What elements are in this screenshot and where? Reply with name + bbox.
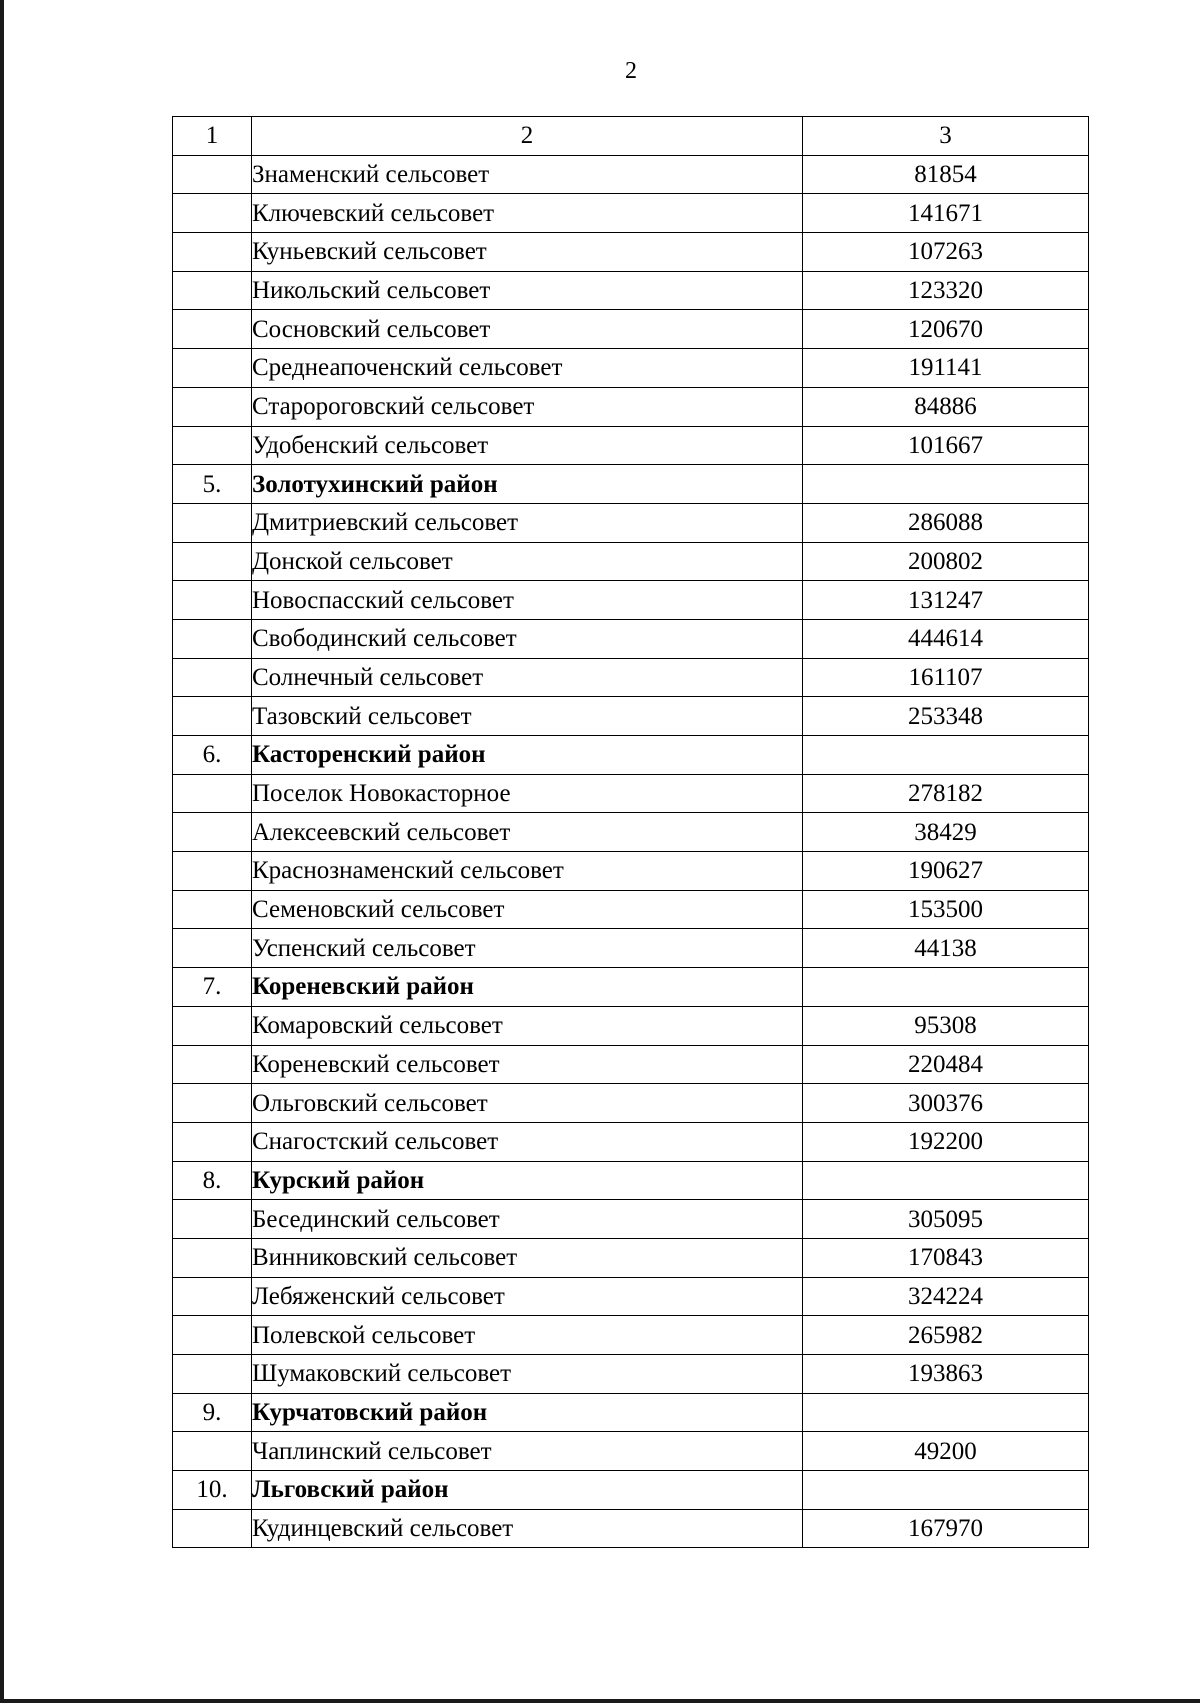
table-row [173,387,1089,426]
municipality-name: Куньевский сельсовет [252,233,803,272]
district-name: Касторенский район [252,736,803,775]
allocation-value: 84886 [803,387,1089,426]
row-number [173,1045,252,1084]
district-row [173,968,1089,1007]
allocation-value: 253348 [803,697,1089,736]
allocation-value: 49200 [803,1432,1089,1471]
row-number: 6. [173,736,252,775]
allocation-value: 192200 [803,1122,1089,1161]
municipality-name: Кореневский сельсовет [252,1045,803,1084]
allocation-value: 161107 [803,658,1089,697]
allocation-value: 305095 [803,1200,1089,1239]
row-number [173,194,252,233]
municipality-name: Краснознаменский сельсовет [252,852,803,891]
municipality-name: Никольский сельсовет [252,271,803,310]
municipality-name: Ключевский сельсовет [252,194,803,233]
table-row [173,1238,1089,1277]
row-number [173,1238,252,1277]
row-number [173,890,252,929]
table-body [173,117,1089,1548]
table-row [173,1432,1089,1471]
table-row [173,155,1089,194]
table-row [173,1509,1089,1548]
row-number [173,233,252,272]
row-number [173,658,252,697]
municipality-name: Дмитриевский сельсовет [252,503,803,542]
row-number [173,503,252,542]
municipality-name: Удобенский сельсовет [252,426,803,465]
row-number: 9. [173,1393,252,1432]
allocation-value: 95308 [803,1006,1089,1045]
table-row [173,1355,1089,1394]
table-row [173,542,1089,581]
row-number: 8. [173,1161,252,1200]
district-row [173,1161,1089,1200]
allocation-table [172,116,1089,1548]
table-row [173,271,1089,310]
allocation-value: 170843 [803,1238,1089,1277]
row-number [173,1200,252,1239]
district-name: Льговский район [252,1471,803,1510]
municipality-name: Бесединский сельсовет [252,1200,803,1239]
municipality-name: Успенский сельсовет [252,929,803,968]
table-row [173,1316,1089,1355]
municipality-name: Донской сельсовет [252,542,803,581]
district-name: Золотухинский район [252,465,803,504]
table-row [173,426,1089,465]
allocation-value [803,1393,1089,1432]
municipality-name: Солнечный сельсовет [252,658,803,697]
allocation-value: 191141 [803,349,1089,388]
row-number [173,1432,252,1471]
row-number [173,1122,252,1161]
municipality-name: Семеновский сельсовет [252,890,803,929]
table-row [173,310,1089,349]
row-number [173,271,252,310]
allocation-value: 190627 [803,852,1089,891]
table-row [173,1122,1089,1161]
district-name: Кореневский район [252,968,803,1007]
row-number [173,1084,252,1123]
row-number [173,349,252,388]
municipality-name: Поселок Новокасторное [252,774,803,813]
table-row [173,929,1089,968]
row-number [173,426,252,465]
allocation-value: 193863 [803,1355,1089,1394]
row-number [173,852,252,891]
allocation-value: 81854 [803,155,1089,194]
municipality-name: Новоспасский сельсовет [252,581,803,620]
municipality-name: Сосновский сельсовет [252,310,803,349]
allocation-value: 265982 [803,1316,1089,1355]
table-row [173,349,1089,388]
allocation-value: 153500 [803,890,1089,929]
row-number [173,929,252,968]
table-row [173,1045,1089,1084]
row-number: 7. [173,968,252,1007]
district-row [173,1471,1089,1510]
row-number [173,1277,252,1316]
table-row [173,581,1089,620]
row-number [173,581,252,620]
row-number [173,542,252,581]
allocation-value: 107263 [803,233,1089,272]
table-row [173,697,1089,736]
scan-edge-bottom [0,1699,1200,1703]
page-number: 2 [625,58,637,84]
allocation-value [803,1161,1089,1200]
allocation-value: 324224 [803,1277,1089,1316]
row-number [173,1316,252,1355]
table-row [173,1200,1089,1239]
allocation-value [803,736,1089,775]
table-row [173,890,1089,929]
table-row [173,852,1089,891]
header-col-3: 3 [803,117,1089,156]
allocation-value: 141671 [803,194,1089,233]
municipality-name: Свободинский сельсовет [252,619,803,658]
table-row [173,194,1089,233]
municipality-name: Алексеевский сельсовет [252,813,803,852]
header-col-2: 2 [252,117,803,156]
allocation-value: 300376 [803,1084,1089,1123]
table-row [173,233,1089,272]
district-row [173,1393,1089,1432]
allocation-value: 38429 [803,813,1089,852]
table-row [173,813,1089,852]
municipality-name: Тазовский сельсовет [252,697,803,736]
row-number [173,697,252,736]
allocation-value: 120670 [803,310,1089,349]
table-row [173,1084,1089,1123]
table-row [173,658,1089,697]
district-row [173,736,1089,775]
row-number: 5. [173,465,252,504]
allocation-value: 167970 [803,1509,1089,1548]
district-row [173,465,1089,504]
allocation-value: 44138 [803,929,1089,968]
allocation-value: 123320 [803,271,1089,310]
row-number [173,1006,252,1045]
municipality-name: Кудинцевский сельсовет [252,1509,803,1548]
allocation-value [803,968,1089,1007]
allocation-value: 131247 [803,581,1089,620]
row-number [173,310,252,349]
allocation-value: 444614 [803,619,1089,658]
municipality-name: Полевской сельсовет [252,1316,803,1355]
row-number [173,813,252,852]
allocation-value: 200802 [803,542,1089,581]
table-header-row [173,117,1089,156]
scan-edge-left [0,0,4,1703]
table-row [173,774,1089,813]
table-row [173,619,1089,658]
municipality-name: Лебяженский сельсовет [252,1277,803,1316]
allocation-value: 220484 [803,1045,1089,1084]
allocation-value [803,465,1089,504]
row-number [173,1509,252,1548]
row-number [173,387,252,426]
row-number: 10. [173,1471,252,1510]
allocation-value [803,1471,1089,1510]
row-number [173,1355,252,1394]
allocation-value: 286088 [803,503,1089,542]
municipality-name: Ольговский сельсовет [252,1084,803,1123]
table-row [173,1006,1089,1045]
municipality-name: Знаменский сельсовет [252,155,803,194]
municipality-name: Чаплинский сельсовет [252,1432,803,1471]
district-name: Курчатовский район [252,1393,803,1432]
allocation-value: 101667 [803,426,1089,465]
table-row [173,1277,1089,1316]
row-number [173,619,252,658]
table-row [173,503,1089,542]
allocation-value: 278182 [803,774,1089,813]
municipality-name: Комаровский сельсовет [252,1006,803,1045]
municipality-name: Среднеапоченский сельсовет [252,349,803,388]
header-col-1: 1 [173,117,252,156]
municipality-name: Старороговский сельсовет [252,387,803,426]
municipality-name: Снагостский сельсовет [252,1122,803,1161]
municipality-name: Шумаковский сельсовет [252,1355,803,1394]
row-number [173,155,252,194]
municipality-name: Винниковский сельсовет [252,1238,803,1277]
row-number [173,774,252,813]
district-name: Курский район [252,1161,803,1200]
